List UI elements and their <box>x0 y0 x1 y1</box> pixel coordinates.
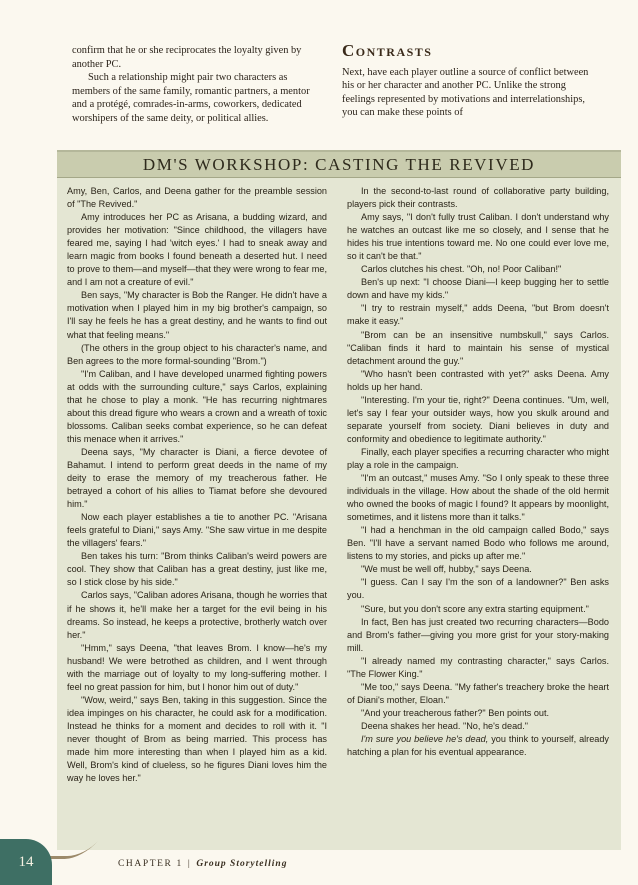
sidebar-paragraph: Ben takes his turn: "Brom thinks Caliban's weird powers are cool. They show that Caliban has a great destiny, just like me, so I stick close by his side." <box>67 551 327 588</box>
intro-paragraph-1: confirm that he or she reciprocates the loyalty given by another PC. <box>72 45 302 70</box>
sidebar-header <box>57 152 621 178</box>
sidebar-paragraph: "I'm Caliban, and I have developed unarmed fighting powers at odds with the surrounding culture," says Carlos, explaining that he chose to play a monk. "He has recurring nightmares about this dread figure who wears a crown and a wreath of toxic blossoms. Caliban seeks combat experience, so he can defeat this menace when it arrives." <box>67 368 327 444</box>
sidebar-paragraph: Ben says, "My character is Bob the Ranger. He didn't have a motivation when I played him in my big brother's campaign, so I'll say he feels he has a great destiny, and he wants to find out what that feeling means." <box>67 290 327 340</box>
sidebar-paragraph: Deena shakes her head. "No, he's dead." <box>361 720 529 731</box>
sidebar-paragraph-final <box>347 733 609 759</box>
sidebar-paragraph: "Wow, weird," says Ben, taking in this suggestion. Since the idea impinges on his character, he could ask for a modification. Instead he thinks for a moment and decides to roll with it. "I never thought of Brom as being married. This process has made him more interesting than when I played him as a kid. Well, Brom's kind of clueless, so he figures Diani loves him the way he loves her." <box>67 694 327 784</box>
final-text: you think to yourself, already hatching a plan for his eventual appearance. <box>347 733 609 758</box>
sidebar-paragraph: "Hmm," says Deena, "that leaves Brom. I know—he's my husband! We were betrothed as children, and I went through with the marriage out of loyalty to my long-suffering mother. I feel no great passion for him, but I honor him out of duty." <box>67 642 327 692</box>
sidebar-paragraph: "I guess. Can I say I'm the son of a landowner?" Ben asks you. <box>347 577 609 601</box>
page-number-badge <box>0 839 52 885</box>
sidebar-paragraph: "Me too," says Deena. "My father's treachery broke the heart of Diani's mother, Eloan." <box>347 681 609 705</box>
sidebar-paragraph: "Who hasn't been contrasted with yet?" asks Deena. Amy holds up her hand. <box>347 368 609 392</box>
chapter-title: Group Storytelling <box>196 859 288 869</box>
intro-column <box>72 44 317 126</box>
sidebar-paragraph: (The others in the group object to his character's name, and Ben agrees to the more formal-sounding "Brom.") <box>67 342 327 366</box>
sidebar-paragraph: Amy introduces her PC as Arisana, a budding wizard, and provides her motivation: "Since childhood, the villagers have feared me, saying I had 'witch eyes.' I had to sneak away and learn magic from books I found beneath a deserted hut. I need to prove to them—and myself—that they were wrong to fear me, and I am not a creature of evil." <box>67 212 327 288</box>
sidebar-paragraph: "And your treacherous father?" Ben points out. <box>361 707 550 718</box>
contrasts-heading: Contrasts <box>342 41 433 60</box>
sidebar-paragraph: Carlos clutches his chest. "Oh, no! Poor Caliban!" <box>361 264 562 275</box>
sidebar-right-column <box>347 185 609 759</box>
contrasts-body: Next, have each player outline a source of conflict between his or her character and another PC. Unlike the strong feelings represented by motivations and interrelationships, you can make these points of <box>342 66 589 119</box>
sidebar-left-column <box>67 185 327 785</box>
page-footer <box>0 837 638 885</box>
sidebar-paragraph: "I already named my contrasting character," says Carlos. "The Flower King." <box>347 655 609 679</box>
sidebar-paragraph: "Interesting. I'm your tie, right?" Deena continues. "Um, well, let's say I fear your outsider ways, how you skulk around and separate yourself from society. Diani believes in duty and conformity and obedience to legitimate authority." <box>347 394 609 444</box>
sidebar-paragraph: "I had a henchman in the old campaign called Bodo," says Ben. "I'll have a servant named Bodo who follows me around, listens to my stories, and picks up after me." <box>347 525 609 562</box>
sidebar-paragraph: Finally, each player specifies a recurring character who might play a role in the campaign. <box>347 446 609 470</box>
sidebar-title: DM'S WORKSHOP: CASTING THE REVIVED <box>142 154 536 174</box>
page-number: 14 <box>18 853 34 870</box>
sidebar-paragraph: "We must be well off, hubby," says Deena. <box>361 564 532 575</box>
sidebar-paragraph: "I'm an outcast," muses Amy. "So I only speak to these three individuals in the village. How about the shade of the old hermit who owned the books of magic I found? It appears by moonlight, sometimes, and it listens more than it talks." <box>347 473 609 523</box>
running-footer <box>118 859 287 869</box>
contrasts-section <box>342 41 590 120</box>
sidebar-paragraph: Amy, Ben, Carlos, and Deena gather for the preamble session of "The Revived." <box>67 186 327 210</box>
sidebar-paragraph: "Sure, but you don't score any extra starting equipment." <box>361 603 589 614</box>
italic-thought: I'm sure you believe he's dead, <box>361 733 489 744</box>
dm-workshop-sidebar <box>57 150 621 850</box>
sidebar-paragraph: Carlos says, "Caliban adores Arisana, though he worries that if he shows it, he'll make her a target for the evil being in his dreams. So instead, he keeps a protective, brotherly watch over her." <box>67 590 327 640</box>
sidebar-paragraph: Ben's up next: "I choose Diani—I keep bugging her to settle down and have my kids." <box>347 277 609 301</box>
sidebar-paragraph: Now each player establishes a tie to another PC. "Arisana feels grateful to Diani," says Amy. "She saw virtue in me despite the villagers' fears." <box>67 512 327 549</box>
sidebar-paragraph: In the second-to-last round of collaborative party building, players pick their contrasts. <box>347 186 609 210</box>
intro-paragraph-2: Such a relationship might pair two characters as members of the same family, romantic partners, a mentor and a protégé, comrades-in-arms, coworkers, dedicated worshipers of the same deity, or political allies. <box>72 72 310 124</box>
sidebar-paragraph: "Brom can be an insensitive numbskull," says Carlos. "Caliban finds it hard to maintain his sense of mystical detachment around the guy." <box>347 329 609 366</box>
sidebar-paragraph: "I try to restrain myself," adds Deena, "but Brom doesn't make it easy." <box>347 303 609 327</box>
footer-separator: | <box>187 859 192 869</box>
sidebar-paragraph: In fact, Ben has just created two recurring characters—Bodo and Brom's father—giving you more grist for your story-making mill. <box>347 616 609 653</box>
chapter-label: CHAPTER 1 <box>118 859 183 869</box>
sidebar-paragraph: Deena says, "My character is Diani, a fierce devotee of Bahamut. I intend to perform great deeds in the name of my deity to erase the memory of my treacherous father. He betrayed a cohort of his allies to Tiamat before she devoured him." <box>67 446 327 510</box>
sidebar-paragraph: Amy says, "I don't fully trust Caliban. I don't understand why he watches an outcast like me so closely, and I sense that he hides his true intentions toward me. No one could ever love me, so it can't be that." <box>347 212 609 262</box>
